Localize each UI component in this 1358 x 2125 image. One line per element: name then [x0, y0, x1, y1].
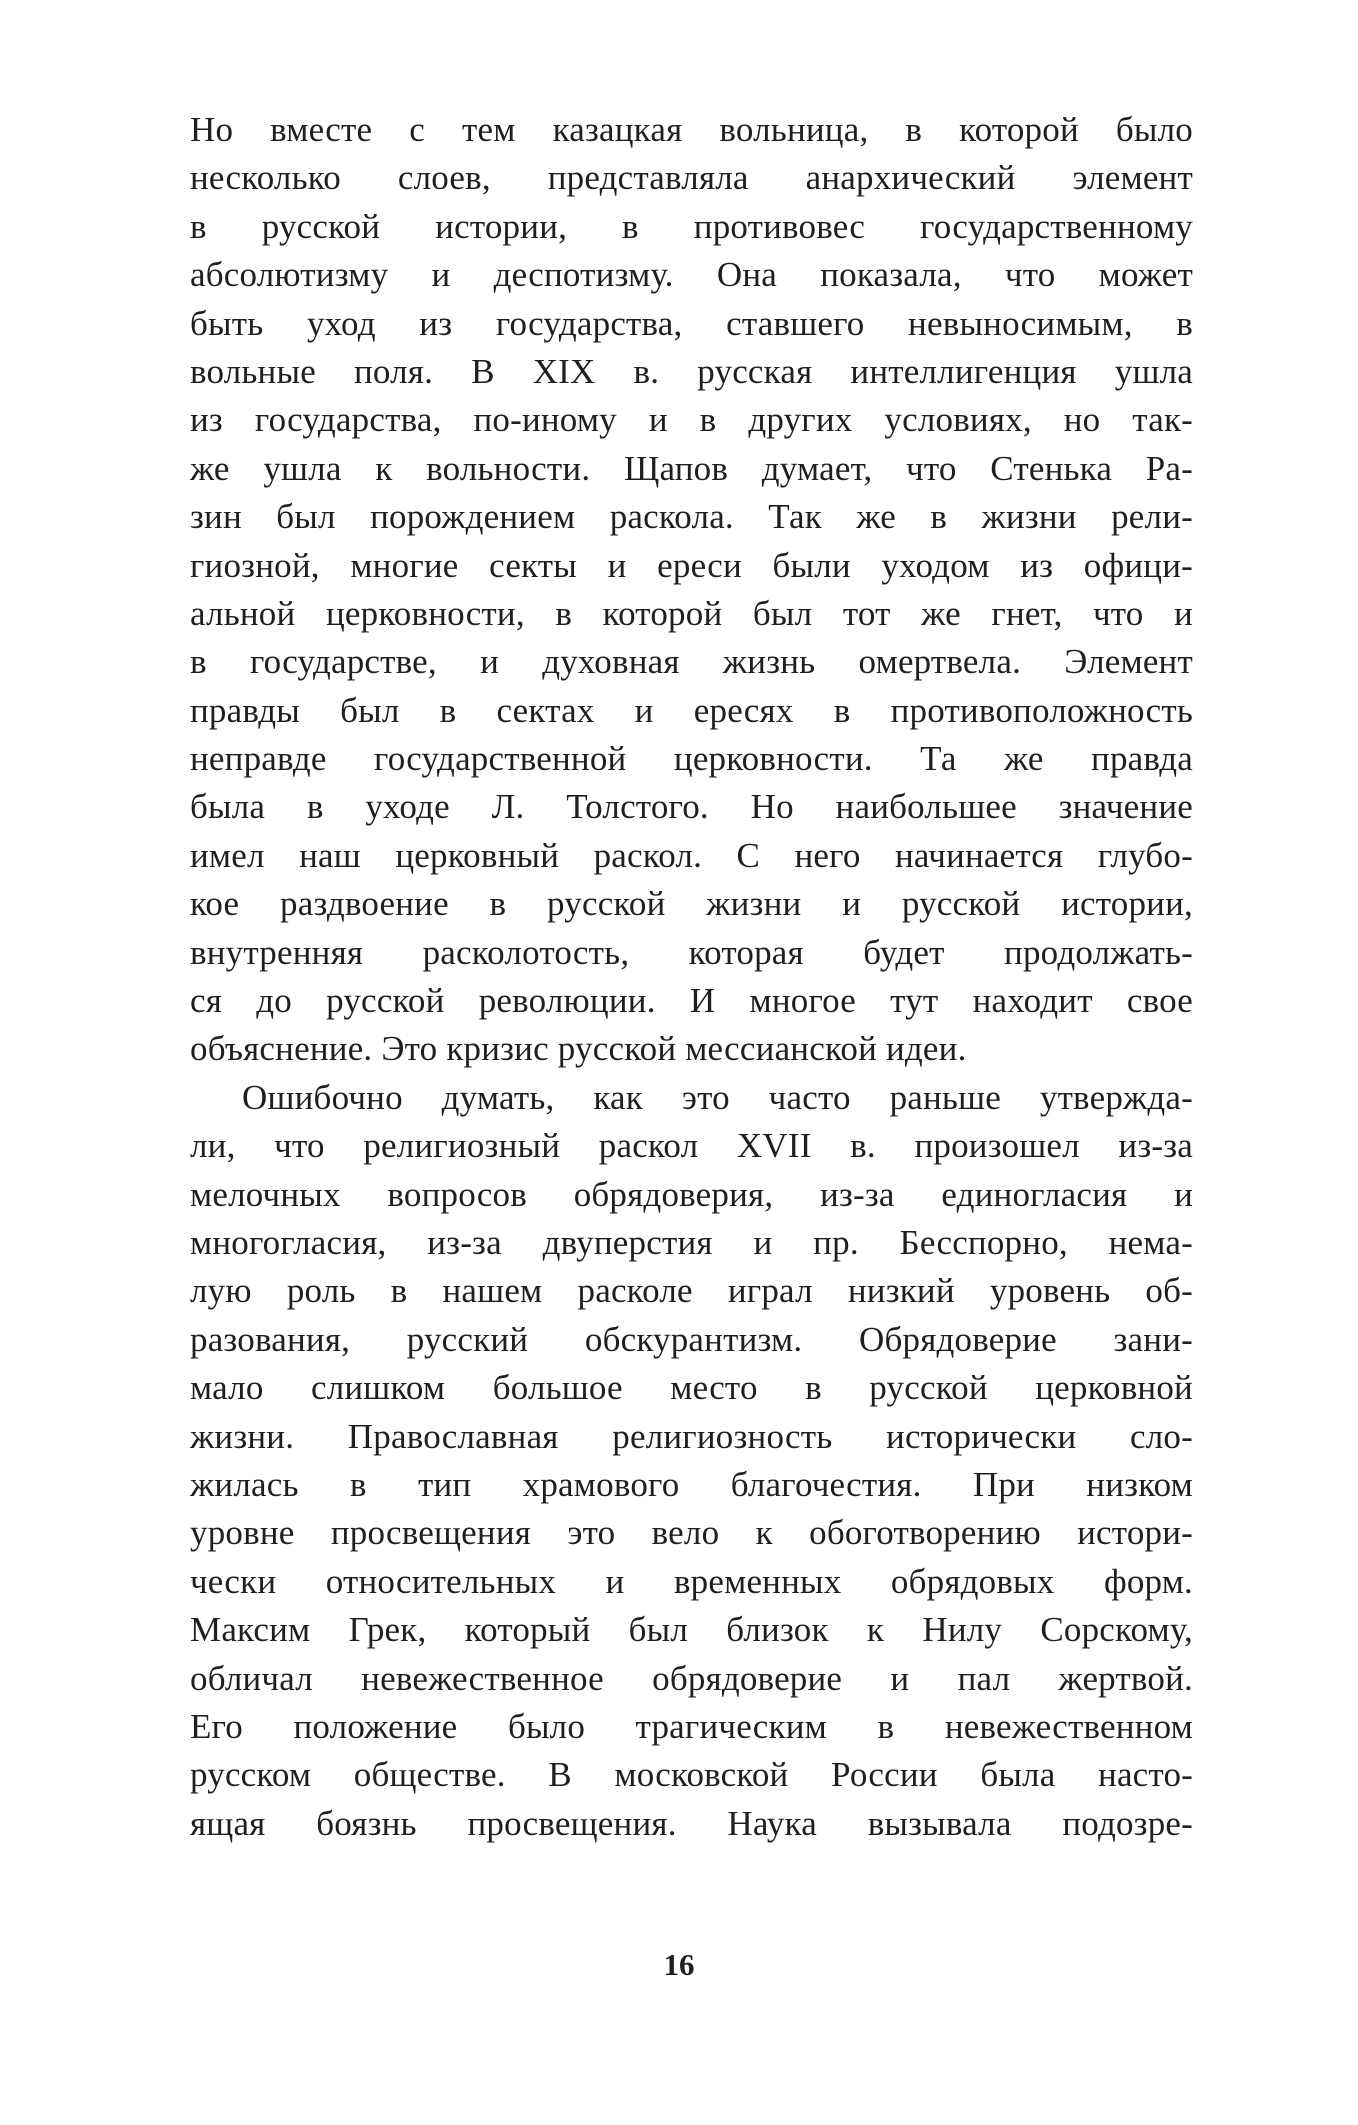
page-number: 16: [663, 1947, 695, 1982]
text-line: лую роль в нашем расколе играл низкий уровень об-: [190, 1271, 1193, 1311]
text-line: Его положение было трагическим в невежественном: [190, 1706, 1193, 1746]
text-line: имел наш церковный раскол. С него начинается глубо-: [190, 835, 1193, 875]
text-line: быть уход из государства, ставшего невыносимым, в: [190, 303, 1193, 343]
text-line: зин был порождением раскола. Так же в жизни рели-: [190, 497, 1193, 537]
text-line: в русской истории, в противовес государственному: [190, 206, 1193, 246]
text-line: абсолютизму и деспотизму. Она показала, что может: [190, 255, 1193, 295]
text-line: жизни. Православная религиозность исторически сло-: [190, 1416, 1193, 1456]
text-line: из государства, по-иному и в других условиях, но так-: [190, 400, 1193, 440]
text-line: внутренняя расколотость, которая будет продолжать-: [190, 932, 1193, 972]
text-line: была в уходе Л. Толстого. Но наибольшее значение: [190, 787, 1193, 827]
text-line: уровне просвещения это вело к обоготворению истори-: [190, 1513, 1193, 1553]
text-line: Но вместе с тем казацкая вольница, в которой было: [190, 110, 1193, 149]
text-line: альной церковности, в которой был тот же гнет, что и: [190, 593, 1193, 633]
body-text: [190, 106, 1193, 1848]
text-line: правды был в сектах и ересях в противоположность: [190, 690, 1193, 730]
text-line: многогласия, из-за двуперстия и пр. Бесспорно, нема-: [190, 1222, 1193, 1262]
text-line: мелочных вопросов обрядоверия, из-за единогласия и: [190, 1174, 1193, 1214]
text-line: чески относительных и временных обрядовых форм.: [190, 1561, 1193, 1601]
text-line: несколько слоев, представляла анархический элемент: [190, 158, 1193, 198]
text-line: гиозной, многие секты и ереси были уходом из офици-: [190, 545, 1193, 585]
text-line: же ушла к вольности. Щапов думает, что Стенька Ра-: [190, 448, 1193, 488]
text-line: жилась в тип храмового благочестия. При низком: [190, 1464, 1193, 1504]
text-line: мало слишком большое место в русской церковной: [190, 1368, 1193, 1408]
text-line: разования, русский обскурантизм. Обрядоверие зани-: [190, 1319, 1193, 1359]
text-line: ся до русской революции. И многое тут находит свое: [190, 981, 1193, 1021]
text-line: русском обществе. В московской России была насто-: [190, 1755, 1193, 1795]
text-line: ящая боязнь просвещения. Наука вызывала подозре-: [190, 1803, 1193, 1843]
text-line: вольные поля. В XIX в. русская интеллигенция ушла: [190, 351, 1193, 391]
text-line: неправде государственной церковности. Та же правда: [190, 739, 1193, 779]
text-line: обличал невежественное обрядоверие и пал жертвой.: [190, 1658, 1193, 1698]
text-line: кое раздвоение в русской жизни и русской истории,: [190, 884, 1193, 924]
text-line: объяснение. Это кризис русской мессианской идеи.: [190, 1029, 967, 1069]
text-line: Ошибочно думать, как это часто раньше утвержда-: [242, 1077, 1193, 1117]
text-line: ли, что религиозный раскол XVII в. произошел из-за: [190, 1126, 1193, 1166]
text-line: в государстве, и духовная жизнь омертвела. Элемент: [190, 642, 1193, 682]
text-line: Максим Грек, который был близок к Нилу Сорскому,: [190, 1610, 1193, 1650]
